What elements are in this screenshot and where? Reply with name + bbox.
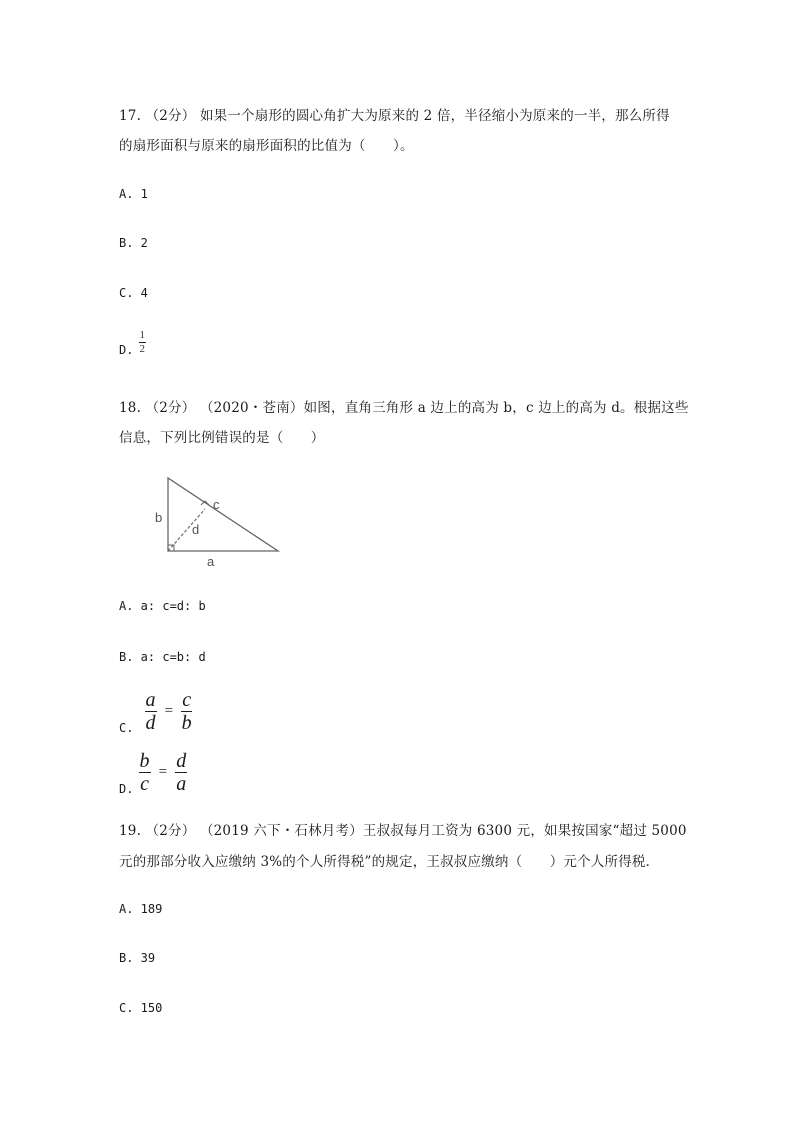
q18-option-c	[119, 690, 192, 733]
q18-option-c-right-fraction	[181, 690, 192, 733]
q18-option-d-label: D.	[119, 782, 134, 796]
fraction-numerator: c	[182, 689, 192, 711]
q19-stem-line1: 19. （2分） （2019 六下・石林月考）王叔叔每月工资为 6300 元，如果按国家“超过 5000	[119, 823, 687, 839]
q19-stem-line2: 元的那部分收入应缴纳 3%的个人所得税”的规定，王叔叔应缴纳（ ）元个人所得税．	[119, 854, 660, 870]
fraction-denominator: 2	[139, 343, 146, 355]
q17-option-d-label: D.	[119, 343, 134, 357]
q18-option-d-right-fraction	[175, 751, 187, 794]
q17-option-c: C. 4	[119, 286, 148, 300]
q19-option-c: C. 150	[119, 1001, 163, 1015]
fraction-numerator: 1	[139, 329, 146, 341]
fraction-denominator: c	[140, 773, 149, 795]
fraction-denominator: d	[145, 712, 156, 734]
q18-option-c-label: C.	[119, 721, 134, 735]
label-c: c	[213, 497, 220, 512]
fraction-numerator: b	[139, 750, 150, 772]
q17-option-d-fraction	[139, 330, 147, 355]
label-a: a	[207, 554, 215, 569]
label-b: b	[155, 510, 163, 525]
fraction-numerator: d	[176, 750, 187, 772]
triangle-outline	[168, 478, 278, 551]
q18-option-d-left-fraction	[139, 751, 151, 794]
q17-option-d	[119, 330, 146, 355]
fraction-numerator: a	[145, 689, 156, 711]
q17-option-a: A. 1	[119, 187, 148, 201]
q18-option-b: B. a: c=b: d	[119, 650, 206, 664]
q17-stem-line2: 的扇形面积与原来的扇形面积的比值为（ ）。	[119, 138, 414, 154]
q17-option-b: B. 2	[119, 236, 148, 250]
fraction-denominator: a	[176, 773, 187, 795]
q18-option-d	[119, 751, 187, 794]
q17-stem-line1: 17. （2分） 如果一个扇形的圆心角扩大为原来的 2 倍，半径缩小为原来的一半，那么所得	[119, 108, 670, 124]
q18-option-a: A. a: c=d: b	[119, 599, 206, 613]
label-d: d	[192, 522, 200, 537]
q18-stem-line1: 18. （2分） （2020・苍南）如图，直角三角形 a 边上的高为 b，c 边上的高为 d。根据这些	[119, 400, 689, 416]
q19-option-b: B. 39	[119, 951, 156, 965]
equals-sign: =	[158, 764, 168, 780]
q18-option-c-left-fraction	[145, 690, 157, 733]
q18-stem-line2: 信息，下列比例错误的是（ ）	[119, 430, 325, 446]
fraction-denominator: b	[181, 712, 192, 734]
equals-sign: =	[164, 703, 174, 719]
q19-option-a: A. 189	[119, 902, 163, 916]
right-triangle-figure	[148, 468, 308, 578]
